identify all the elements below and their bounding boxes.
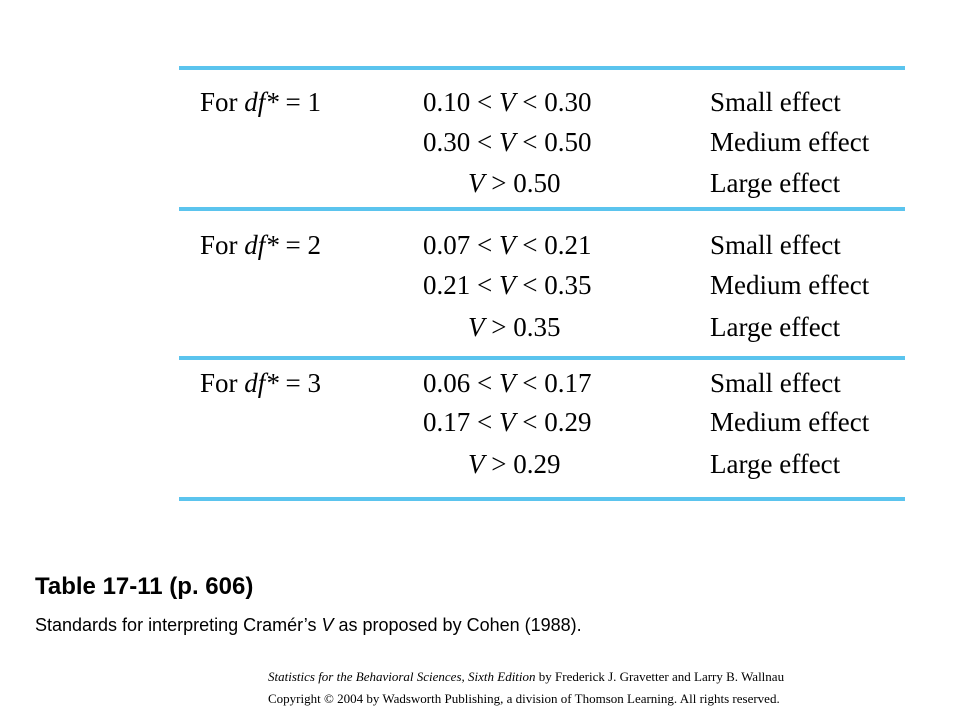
- table-row: [200, 226, 900, 264]
- v-range: 0.07 < V < 0.21: [423, 230, 592, 260]
- table-row: [200, 445, 900, 483]
- v-range: 0.17 < V < 0.29: [423, 407, 592, 437]
- caption-title: Table 17-11 (p. 606): [35, 573, 254, 600]
- df-label: For df* = 3: [200, 368, 322, 398]
- effect-label: Small effect: [710, 230, 841, 260]
- table-row: [200, 83, 900, 121]
- df-label: For df* = 1: [200, 87, 322, 117]
- effect-label: Small effect: [710, 87, 841, 117]
- effect-label: Large effect: [710, 312, 841, 342]
- caption-subtitle: Standards for interpreting Cramér’s V as proposed by Cohen (1988).: [35, 615, 582, 635]
- v-range: 0.10 < V < 0.30: [423, 87, 592, 117]
- v-range: 0.21 < V < 0.35: [423, 270, 592, 300]
- df-label: For df* = 2: [200, 230, 322, 260]
- v-range: 0.30 < V < 0.50: [423, 127, 592, 157]
- credit-line-book: Statistics for the Behavioral Sciences, Sixth Edition by Frederick J. Gravetter and Larry B. Wallnau: [268, 669, 785, 684]
- table-row: [200, 364, 900, 402]
- effect-label: Medium effect: [710, 407, 870, 437]
- table-row: [200, 403, 900, 441]
- effect-label: Small effect: [710, 368, 841, 398]
- effect-label: Medium effect: [710, 270, 870, 300]
- effect-label: Large effect: [710, 168, 841, 198]
- table-rule-2: [179, 356, 905, 360]
- table-rule-1: [179, 207, 905, 211]
- table-rule-bottom: [179, 497, 905, 501]
- table-rule-top: [179, 66, 905, 70]
- table-row: [200, 308, 900, 346]
- table-row: [200, 266, 900, 304]
- v-range: V > 0.50: [468, 168, 561, 198]
- table-row: [200, 164, 900, 202]
- v-range: V > 0.29: [468, 449, 561, 479]
- effect-label: Medium effect: [710, 127, 870, 157]
- v-range: 0.06 < V < 0.17: [423, 368, 592, 398]
- effect-label: Large effect: [710, 449, 841, 479]
- credit-line-copyright: Copyright © 2004 by Wadsworth Publishing, a division of Thomson Learning. All rights reserved.: [268, 691, 780, 706]
- v-range: V > 0.35: [468, 312, 561, 342]
- table-row: [200, 123, 900, 161]
